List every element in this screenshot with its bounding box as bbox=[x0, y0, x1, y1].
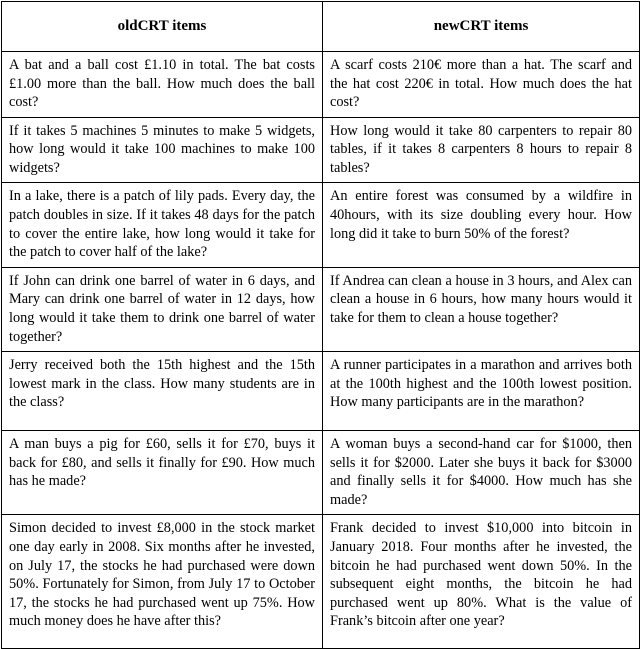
cell-newcrt-item: A woman buys a second-hand car for $1000, then sells it for $2000. Later she buys it back for $3000 and finally sells it for $4000. How much has she made? bbox=[323, 431, 640, 515]
column-header-oldcrt: oldCRT items bbox=[2, 2, 323, 52]
cell-oldcrt-item: In a lake, there is a patch of lily pads. Every day, the patch doubles in size. If it takes 48 days for the patch to cover the entire lake, how long would it take for the patch to cover half of the lake? bbox=[2, 183, 323, 267]
crt-items-table bbox=[1, 1, 640, 649]
table-row bbox=[2, 117, 640, 183]
column-header-newcrt: newCRT items bbox=[323, 2, 640, 52]
table-body bbox=[2, 52, 640, 649]
table-row bbox=[2, 183, 640, 267]
cell-newcrt-item: Frank decided to invest $10,000 into bitcoin in January 2018. Four months after he invested, the bitcoin he had purchased went down 50%. In the subsequent eight months, the bitcoin he had purchased went up 80%. What is the value of Frank’s bitcoin after one year? bbox=[323, 515, 640, 649]
cell-newcrt-item: How long would it take 80 carpenters to repair 80 tables, if it takes 8 carpenters 8 hours to repair 8 tables? bbox=[323, 117, 640, 183]
cell-oldcrt-item: A man buys a pig for £60, sells it for £70, buys it back for £80, and sells it finally for £90. How much has he made? bbox=[2, 431, 323, 515]
table-header-row bbox=[2, 2, 640, 52]
cell-oldcrt-item: If it takes 5 machines 5 minutes to make 5 widgets, how long would it take 100 machines to make 100 widgets? bbox=[2, 117, 323, 183]
table-row bbox=[2, 515, 640, 649]
cell-newcrt-item: An entire forest was consumed by a wildfire in 40hours, with its size doubling every hour. How long did it take to burn 50% of the forest? bbox=[323, 183, 640, 267]
document-page bbox=[0, 1, 640, 630]
cell-newcrt-item: If Andrea can clean a house in 3 hours, and Alex can clean a house in 6 hours, how many hours would it take for them to clean a house together? bbox=[323, 267, 640, 351]
cell-oldcrt-item: If John can drink one barrel of water in 6 days, and Mary can drink one barrel of water in 12 days, how long would it take them to drink one barrel of water together? bbox=[2, 267, 323, 351]
table-header bbox=[2, 2, 640, 52]
cell-newcrt-item: A runner participates in a marathon and arrives both at the 100th highest and the 100th lowest position. How many participants are in the marathon? bbox=[323, 352, 640, 431]
table-row bbox=[2, 431, 640, 515]
cell-oldcrt-item: Simon decided to invest £8,000 in the stock market one day early in 2008. Six months after he invested, on July 17, the stocks he had purchased were down 50%. Fortunately for Simon, from July 17 to October 17, the stocks he had purchased went up 75%. How much money does he have after this? bbox=[2, 515, 323, 649]
cell-oldcrt-item: Jerry received both the 15th highest and the 15th lowest mark in the class. How many students are in the class? bbox=[2, 352, 323, 431]
table-row bbox=[2, 52, 640, 118]
table-row bbox=[2, 352, 640, 431]
cell-oldcrt-item: A bat and a ball cost £1.10 in total. The bat costs £1.00 more than the ball. How much does the ball cost? bbox=[2, 52, 323, 118]
cell-newcrt-item: A scarf costs 210€ more than a hat. The scarf and the hat cost 220€ in total. How much does the hat cost? bbox=[323, 52, 640, 118]
table-row bbox=[2, 267, 640, 351]
